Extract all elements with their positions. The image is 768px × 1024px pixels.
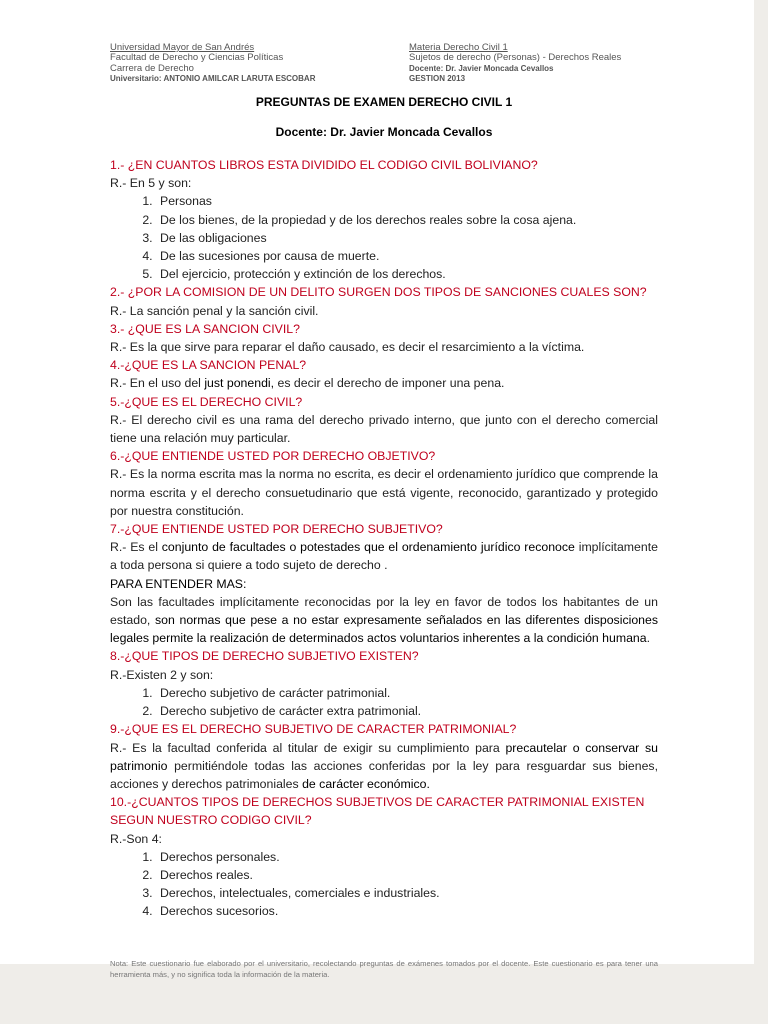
more-text: Son las facultades implícitamente reconocidas por la ley en favor de todos los habitantes de un estado, bbox=[110, 594, 658, 628]
answer-9-highlight: precautelar o conservar su patrimonio bbox=[110, 740, 658, 773]
answer-1-list bbox=[110, 192, 658, 283]
question-9: 9.-¿QUE ES EL DERECHO SUBJETIVO DE CARACTER PATRIMONIAL? bbox=[110, 722, 517, 737]
question-6: 6.-¿QUE ENTIENDE USTED POR DERECHO OBJETIVO? bbox=[110, 449, 436, 464]
answer-9-text-mid: permitiéndole todas las acciones conferidas por la ley para resguardar sus bienes, acciones y derechos patrimoniales bbox=[110, 758, 658, 791]
header-right bbox=[409, 43, 709, 85]
question-7: 7.-¿QUE ENTIENDE USTED POR DERECHO SUBJETIVO? bbox=[110, 522, 443, 537]
questions-list bbox=[110, 156, 658, 921]
list-item: 2. Derechos reales. bbox=[156, 866, 658, 884]
question-8: 8.-¿QUE TIPOS DE DERECHO SUBJETIVO EXISTEN? bbox=[110, 649, 419, 664]
question-1: 1.- ¿EN CUANTOS LIBROS ESTA DIVIDIDO EL CODIGO CIVIL BOLIVIANO? bbox=[110, 158, 538, 172]
question-10: 10.-¿CUANTOS TIPOS DE DERECHOS SUBJETIVOS DE CARACTER PATRIMONIAL EXISTEN SEGUN NUESTRO CODIGO CIVIL? bbox=[110, 795, 645, 828]
subject-topics: Sujetos de derecho (Personas) - Derechos Reales bbox=[409, 52, 622, 64]
answer-4-text-end: es decir el derecho de imponer una pena. bbox=[274, 376, 505, 391]
list-item: 2. De los bienes, de la propiedad y de los derechos reales sobre la cosa ajena. bbox=[156, 211, 658, 229]
answer-7 bbox=[110, 538, 658, 574]
subject-name: Materia Derecho Civil 1 bbox=[409, 42, 508, 53]
question-3: 3.- ¿QUE ES LA SANCION CIVIL? bbox=[110, 321, 300, 336]
list-item: 5. Del ejercicio, protección y extinción de los derechos. bbox=[156, 265, 658, 283]
answer-2: R.- La sanción penal y la sanción civil. bbox=[110, 303, 319, 318]
question-4: 4.-¿QUE ES LA SANCION PENAL? bbox=[110, 358, 307, 373]
more-heading: PARA ENTENDER MAS: bbox=[110, 576, 247, 591]
answer-8: R.-Existen 2 y son: bbox=[110, 667, 214, 682]
answer-4-term: just ponendi, bbox=[204, 376, 275, 391]
answer-4-text: R.- En el uso del bbox=[110, 376, 205, 391]
career-name: Carrera de Derecho bbox=[110, 62, 194, 74]
answer-5: R.- El derecho civil es una rama del derecho privado interno, que junto con el derecho comercial tiene una relación muy particular. bbox=[110, 412, 658, 446]
faculty-name: Facultad de Derecho y Ciencias Políticas bbox=[110, 52, 284, 64]
more-paragraph bbox=[110, 593, 658, 648]
answer-9-text: R.- Es la facultad conferida al titular de exigir su cumplimiento para bbox=[110, 740, 506, 755]
answer-1: R.- En 5 y son: bbox=[110, 176, 192, 191]
list-item: 1. Derechos personales. bbox=[156, 848, 658, 866]
answer-10: R.-Son 4: bbox=[110, 831, 162, 846]
answer-6: R.- Es la norma escrita mas la norma no escrita, es decir el ordenamiento jurídico que comprende la norma escrita y el derecho consuetudinario que está vigente, reconocido, garantizado y protegido por nuestra constitución. bbox=[110, 467, 658, 518]
answer-3: R.- Es la que sirve para reparar el daño causado, es decir el resarcimiento a la víctima. bbox=[110, 340, 585, 355]
list-item: 3. De las obligaciones bbox=[156, 229, 658, 247]
list-item: 2. Derecho subjetivo de carácter extra patrimonial. bbox=[156, 702, 658, 720]
list-item: 3. Derechos, intelectuales, comerciales e industriales. bbox=[156, 884, 658, 902]
more-highlight: son normas que pese a no estar expresamente señalados en las diferentes disposiciones legales permite la realización de determinados actos voluntarios inherentes a la condición humana bbox=[110, 613, 658, 646]
header-left bbox=[110, 43, 390, 85]
answer-8-list bbox=[110, 684, 658, 720]
list-item: 1. Personas bbox=[156, 192, 658, 210]
term-label: GESTION 2013 bbox=[409, 74, 466, 84]
answer-9 bbox=[110, 739, 658, 794]
question-5: 5.-¿QUE ES EL DERECHO CIVIL? bbox=[110, 394, 303, 409]
answer-4 bbox=[110, 374, 658, 392]
answer-7-text-end: implícitamente a toda persona si quiere a todo sujeto de derecho . bbox=[110, 540, 658, 573]
answer-7-text: R.- Es el bbox=[110, 540, 162, 555]
document-title: PREGUNTAS DE EXAMEN DERECHO CIVIL 1 bbox=[255, 95, 513, 109]
page-margin-right bbox=[754, 0, 768, 1024]
document-subtitle: Docente: Dr. Javier Moncada Cevallos bbox=[275, 125, 493, 139]
answer-10-list bbox=[110, 848, 658, 921]
university-name: Universidad Mayor de San Andrés bbox=[110, 42, 255, 53]
answer-7-highlight: conjunto de facultades o potestades que el ordenamiento jurídico reconoce bbox=[161, 540, 575, 555]
question-2: 2.- ¿POR LA COMISION DE UN DELITO SURGEN DOS TIPOS DE SANCIONES CUALES SON? bbox=[110, 285, 647, 300]
teacher-name: Docente: Dr. Javier Moncada Cevallos bbox=[409, 63, 554, 73]
list-item: 1. Derecho subjetivo de carácter patrimonial. bbox=[156, 684, 658, 702]
list-item: 4. De las sucesiones por causa de muerte. bbox=[156, 247, 658, 265]
list-item: 4. Derechos sucesorios. bbox=[156, 902, 658, 920]
more-text-end: . bbox=[646, 631, 651, 646]
student-name: Universitario: ANTONIO AMILCAR LARUTA ESCOBAR bbox=[110, 74, 316, 84]
answer-9-highlight-end: de carácter económico. bbox=[302, 776, 430, 791]
footnote: Nota: Este cuestionario fue elaborado por el universitario, recolectando preguntas de exámenes tomados por el docente. Este cuestionario es para tener una herramienta más, y no significa toda la información de la materia. bbox=[110, 959, 658, 979]
